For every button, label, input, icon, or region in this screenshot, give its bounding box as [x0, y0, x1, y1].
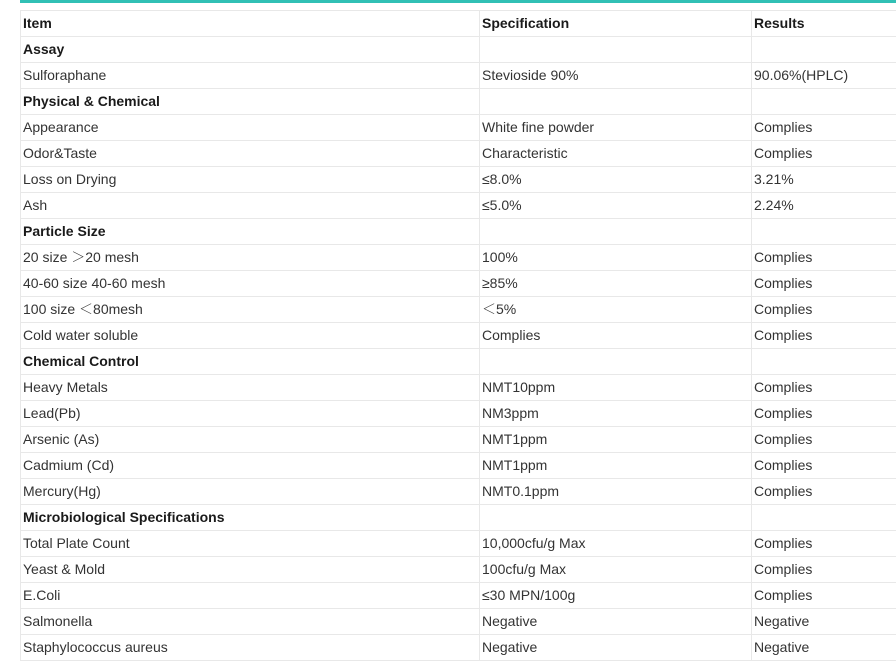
table-row	[21, 375, 896, 401]
table-row	[21, 193, 896, 219]
cell-item: Yeast & Mold	[21, 557, 480, 583]
cell-result: 90.06%(HPLC)	[752, 63, 896, 89]
cell-result	[752, 505, 896, 531]
cell-result: Complies	[752, 557, 896, 583]
cell-specification: NM3ppm	[480, 401, 752, 427]
cell-result	[752, 89, 896, 115]
cell-specification: 10,000cfu/g Max	[480, 531, 752, 557]
table-header-row	[21, 11, 896, 37]
cell-result: Complies	[752, 479, 896, 505]
table-row	[21, 167, 896, 193]
cell-item: 40-60 size 40-60 mesh	[21, 271, 480, 297]
table-row	[21, 635, 896, 661]
section-row	[21, 37, 896, 63]
cell-specification	[480, 37, 752, 63]
cell-item: Arsenic (As)	[21, 427, 480, 453]
cell-result: Complies	[752, 427, 896, 453]
cell-result: Complies	[752, 531, 896, 557]
cell-result: Complies	[752, 115, 896, 141]
table-row	[21, 323, 896, 349]
table-row	[21, 531, 896, 557]
header-specification: Specification	[480, 11, 752, 37]
table-row	[21, 245, 896, 271]
table-row	[21, 427, 896, 453]
cell-item: Sulforaphane	[21, 63, 480, 89]
cell-specification: ＜5%	[480, 297, 752, 323]
table-row	[21, 115, 896, 141]
section-title: Chemical Control	[21, 349, 480, 375]
cell-specification: Negative	[480, 609, 752, 635]
cell-specification: ≤8.0%	[480, 167, 752, 193]
cell-result: Complies	[752, 453, 896, 479]
cell-result: Complies	[752, 245, 896, 271]
cell-item: E.Coli	[21, 583, 480, 609]
cell-specification: ≥85%	[480, 271, 752, 297]
cell-specification: 100cfu/g Max	[480, 557, 752, 583]
table-row	[21, 297, 896, 323]
cell-result: Complies	[752, 141, 896, 167]
cell-item: Staphylococcus aureus	[21, 635, 480, 661]
table-row	[21, 63, 896, 89]
table-row	[21, 141, 896, 167]
section-title: Particle Size	[21, 219, 480, 245]
cell-result	[752, 349, 896, 375]
cell-result	[752, 37, 896, 63]
cell-specification: NMT0.1ppm	[480, 479, 752, 505]
specification-table	[20, 10, 896, 661]
section-title: Physical & Chemical	[21, 89, 480, 115]
cell-result: Complies	[752, 297, 896, 323]
cell-item: Total Plate Count	[21, 531, 480, 557]
cell-item: Loss on Drying	[21, 167, 480, 193]
header-results: Results	[752, 11, 896, 37]
cell-item: Mercury(Hg)	[21, 479, 480, 505]
cell-specification: Complies	[480, 323, 752, 349]
cell-item: 100 size ＜80mesh	[21, 297, 480, 323]
table-body	[21, 11, 896, 661]
cell-result: Complies	[752, 401, 896, 427]
cell-specification: Negative	[480, 635, 752, 661]
cell-item: Odor&Taste	[21, 141, 480, 167]
section-row	[21, 505, 896, 531]
cell-result: Complies	[752, 583, 896, 609]
cell-specification	[480, 219, 752, 245]
cell-item: Cold water soluble	[21, 323, 480, 349]
cell-result	[752, 219, 896, 245]
cell-result: Complies	[752, 271, 896, 297]
table-row	[21, 557, 896, 583]
cell-item: Cadmium (Cd)	[21, 453, 480, 479]
section-title: Assay	[21, 37, 480, 63]
cell-item: Appearance	[21, 115, 480, 141]
table-row	[21, 583, 896, 609]
cell-specification	[480, 349, 752, 375]
cell-specification: 100%	[480, 245, 752, 271]
table-row	[21, 271, 896, 297]
table-row	[21, 609, 896, 635]
table-row	[21, 401, 896, 427]
accent-bar	[20, 0, 896, 3]
cell-item: 20 size ＞20 mesh	[21, 245, 480, 271]
section-row	[21, 89, 896, 115]
cell-specification: NMT10ppm	[480, 375, 752, 401]
cell-specification: ≤30 MPN/100g	[480, 583, 752, 609]
cell-item: Ash	[21, 193, 480, 219]
cell-item: Heavy Metals	[21, 375, 480, 401]
cell-result: Negative	[752, 635, 896, 661]
cell-specification: NMT1ppm	[480, 453, 752, 479]
cell-specification: ≤5.0%	[480, 193, 752, 219]
section-row	[21, 349, 896, 375]
section-title: Microbiological Specifications	[21, 505, 480, 531]
cell-specification	[480, 89, 752, 115]
cell-specification	[480, 505, 752, 531]
cell-item: Lead(Pb)	[21, 401, 480, 427]
header-item: Item	[21, 11, 480, 37]
cell-specification: Characteristic	[480, 141, 752, 167]
cell-result: Negative	[752, 609, 896, 635]
cell-result: Complies	[752, 375, 896, 401]
table-row	[21, 479, 896, 505]
table-row	[21, 453, 896, 479]
cell-result: 3.21%	[752, 167, 896, 193]
cell-specification: Stevioside 90%	[480, 63, 752, 89]
cell-result: 2.24%	[752, 193, 896, 219]
cell-specification: NMT1ppm	[480, 427, 752, 453]
cell-item: Salmonella	[21, 609, 480, 635]
cell-result: Complies	[752, 323, 896, 349]
cell-specification: White fine powder	[480, 115, 752, 141]
section-row	[21, 219, 896, 245]
